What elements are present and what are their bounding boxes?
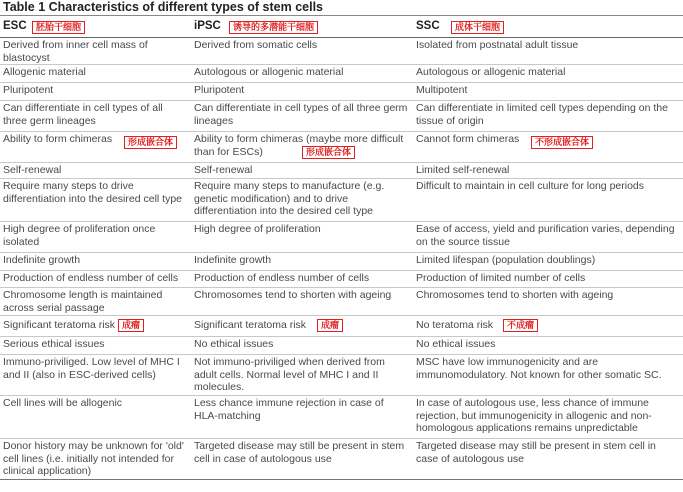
chimera-annotation-ipsc: 形成嵌合体 bbox=[302, 146, 355, 159]
cell-esc: Significant teratoma risk bbox=[3, 319, 116, 331]
table-row bbox=[0, 271, 683, 288]
cell-ssc: Autologous or allogenic material bbox=[416, 66, 566, 78]
table-row bbox=[0, 253, 683, 271]
cell-ssc: Cannot form chimeras bbox=[416, 133, 520, 145]
cell-ssc: Limited lifespan (population doublings) bbox=[416, 254, 596, 266]
cell-esc: Require many steps to drive differentiation into the desired cell type bbox=[3, 180, 183, 205]
cell-ipsc: Less chance immune rejection in case of HLA-matching bbox=[194, 397, 384, 422]
cell-ipsc: Autologous or allogenic material bbox=[194, 66, 344, 78]
cell-esc: Self-renewal bbox=[3, 164, 62, 176]
header-ipsc-annotation: 诱导的多潜能干细胞 bbox=[229, 21, 318, 34]
table-row bbox=[0, 316, 683, 337]
cell-ssc: Multipotent bbox=[416, 84, 468, 96]
cell-esc: Chromosome length is maintained across serial passage bbox=[3, 289, 163, 314]
teratoma-annotation-esc: 成瘤 bbox=[118, 319, 144, 332]
cell-esc: Allogenic material bbox=[3, 66, 86, 78]
cell-ssc: Chromosomes tend to shorten with ageing bbox=[416, 289, 614, 301]
cell-esc: High degree of proliferation once isolated bbox=[3, 223, 156, 248]
table-row bbox=[0, 65, 683, 83]
cell-esc: Cell lines will be allogenic bbox=[3, 397, 123, 409]
cell-ssc: Production of limited number of cells bbox=[416, 272, 586, 284]
cell-ssc: Limited self-renewal bbox=[416, 164, 510, 176]
cell-ipsc: Require many steps to manufacture (e.g. genetic modification) and to drive differentiation into the desired cell type bbox=[194, 180, 385, 217]
table-body bbox=[0, 38, 683, 480]
cell-ssc: Difficult to maintain in cell culture for long periods bbox=[416, 180, 645, 192]
header-esc: ESC bbox=[3, 20, 27, 32]
cell-ssc: Can differentiate in limited cell types depending on the tissue of origin bbox=[416, 102, 668, 127]
cell-ssc: In case of autologous use, less chance of immune rejection, but immunogenicity in allogenic and non-homologous applications remains unpredictable bbox=[416, 397, 652, 434]
table-row bbox=[0, 132, 683, 163]
cell-ssc: No teratoma risk bbox=[416, 319, 494, 331]
cell-ipsc: Ability to form chimeras (maybe more difficult than for ESCs) bbox=[194, 133, 404, 158]
teratoma-annotation-ssc: 不成瘤 bbox=[503, 319, 538, 332]
table-row bbox=[0, 101, 683, 132]
cell-ipsc: High degree of proliferation bbox=[194, 223, 321, 235]
cell-esc: Serious ethical issues bbox=[3, 338, 105, 350]
table-row bbox=[0, 396, 683, 439]
cell-esc: Donor history may be unknown for 'old' cell lines (i.e. initially not intended for clinical application) bbox=[3, 440, 184, 477]
cell-ipsc: No ethical issues bbox=[194, 338, 274, 350]
cell-ssc: Ease of access, yield and purification varies, depending on the source tissue bbox=[416, 223, 675, 248]
cell-ipsc: Self-renewal bbox=[194, 164, 253, 176]
cell-ipsc: Derived from somatic cells bbox=[194, 39, 318, 51]
header-ssc-annotation: 成体干细胞 bbox=[451, 21, 504, 34]
cell-ssc: No ethical issues bbox=[416, 338, 496, 350]
cell-esc: Pluripotent bbox=[3, 84, 54, 96]
cell-ipsc: Can differentiate in cell types of all three germ lineages bbox=[194, 102, 408, 127]
header-ssc: SSC bbox=[416, 20, 440, 32]
cell-ipsc: Targeted disease may still be present in stem cell in case of autologous use bbox=[194, 440, 405, 465]
table-row bbox=[0, 337, 683, 355]
chimera-annotation-esc: 形成嵌合体 bbox=[124, 136, 177, 149]
cell-ssc: Targeted disease may still be present in stem cell in case of autologous use bbox=[416, 440, 656, 465]
cell-esc: Can differentiate in cell types of all three germ lineages bbox=[3, 102, 163, 127]
cell-esc: Immuno-priviliged. Low level of MHC I and II (also in ESC-derived cells) bbox=[3, 356, 180, 381]
cell-ipsc: Not immuno-priviliged when derived from adult cells. Normal level of MHC I and II molecules. bbox=[194, 356, 385, 393]
title-divider bbox=[0, 15, 683, 16]
cell-ipsc: Chromosomes tend to shorten with ageing bbox=[194, 289, 392, 301]
table-row bbox=[0, 439, 683, 480]
cell-esc: Production of endless number of cells bbox=[3, 272, 179, 284]
cell-ipsc: Pluripotent bbox=[194, 84, 245, 96]
header-esc-annotation: 胚胎干细胞 bbox=[32, 21, 85, 34]
table-row bbox=[0, 179, 683, 222]
cell-ssc: MSC have low immunogenicity and are immunomodulatory. Not known for other somatic SC. bbox=[416, 356, 662, 381]
table-row bbox=[0, 355, 683, 396]
table-row bbox=[0, 83, 683, 101]
chimera-annotation-ssc: 不形成嵌合体 bbox=[531, 136, 593, 149]
cell-esc: Ability to form chimeras bbox=[3, 133, 113, 145]
table-title: Table 1 Characteristics of different types of stem cells bbox=[3, 0, 324, 14]
cell-ssc: Isolated from postnatal adult tissue bbox=[416, 39, 579, 51]
cell-ipsc: Production of endless number of cells bbox=[194, 272, 370, 284]
table-row bbox=[0, 38, 683, 65]
table-row bbox=[0, 163, 683, 179]
table-row bbox=[0, 222, 683, 253]
cell-ipsc: Significant teratoma risk bbox=[194, 319, 307, 331]
table-header bbox=[0, 18, 683, 37]
teratoma-annotation-ipsc: 成瘤 bbox=[317, 319, 343, 332]
table-row bbox=[0, 288, 683, 316]
cell-ipsc: Indefinite growth bbox=[194, 254, 272, 266]
header-ipsc: iPSC bbox=[194, 20, 221, 32]
cell-esc: Indefinite growth bbox=[3, 254, 81, 266]
cell-esc: Derived from inner cell mass of blastocyst bbox=[3, 39, 148, 64]
